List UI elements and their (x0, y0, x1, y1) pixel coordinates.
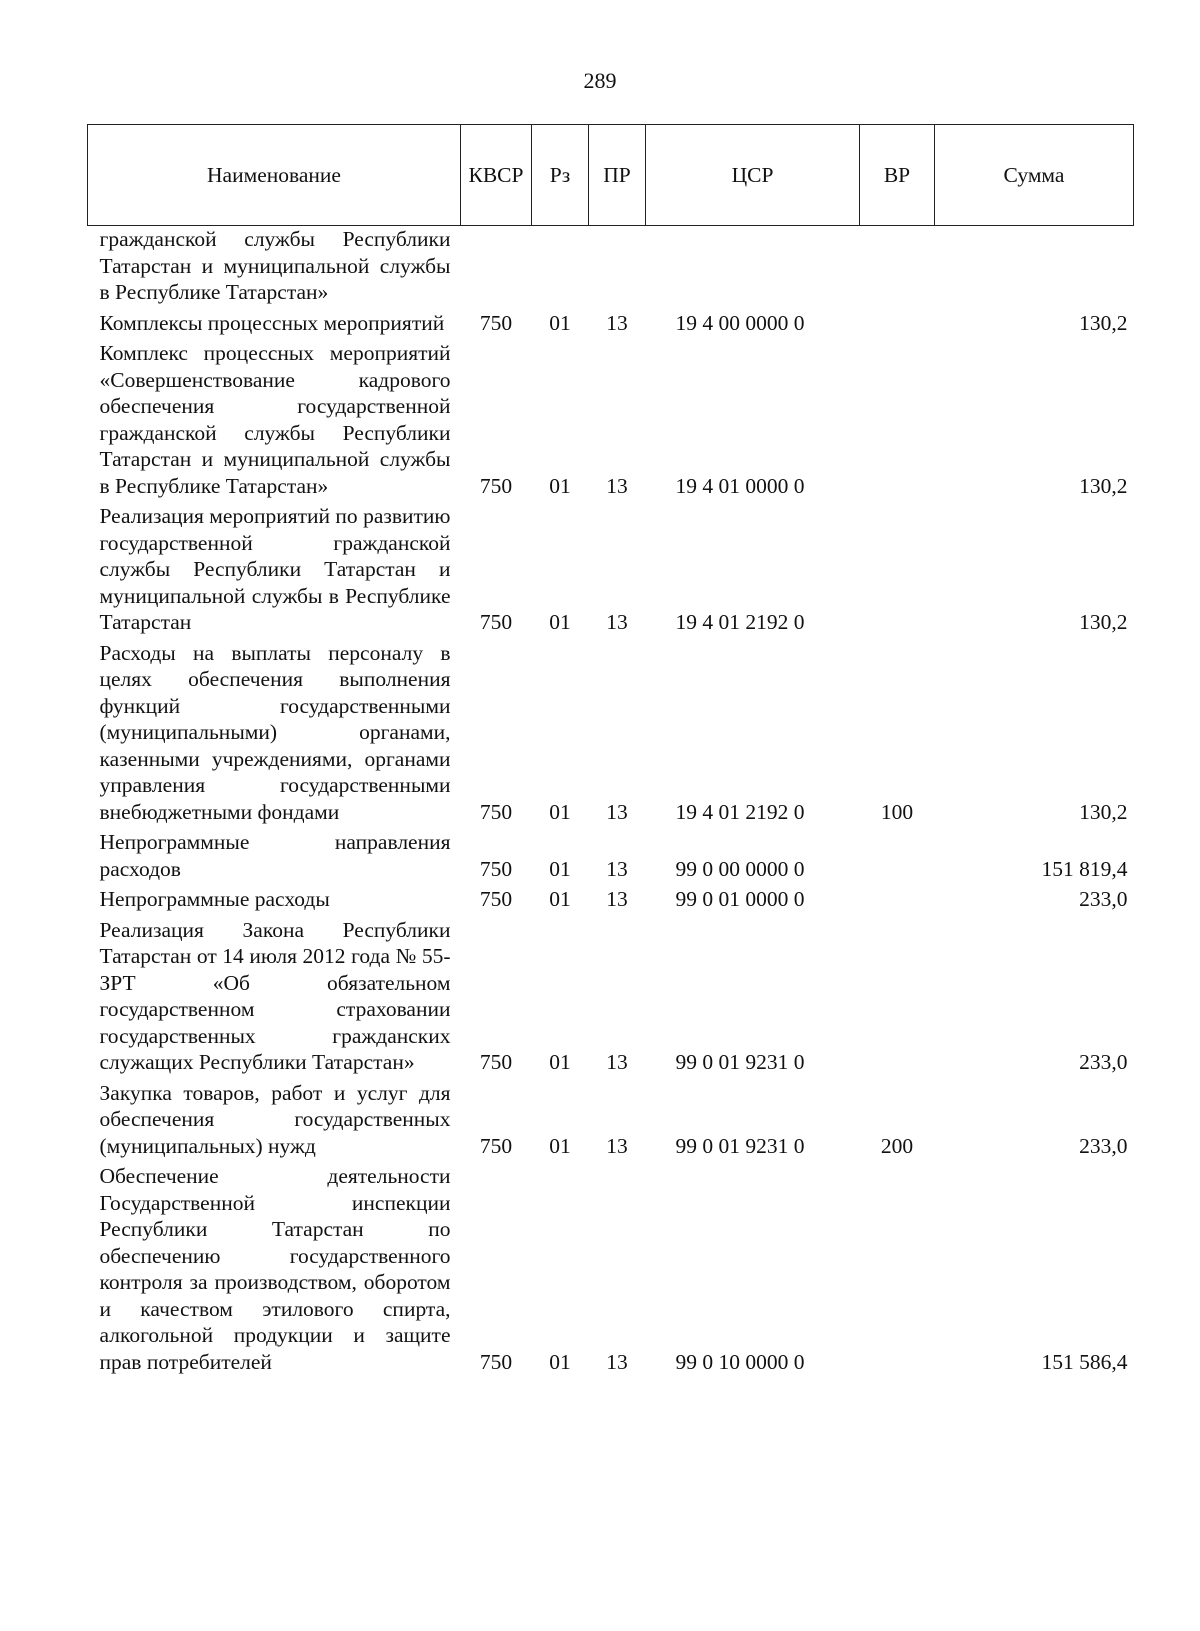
row-csr (646, 226, 860, 310)
row-name: Закупка товаров, работ и услуг для обеспечения государственных (муниципальных) нужд (99, 1080, 451, 1158)
table-row (88, 1080, 1134, 1164)
row-vr: 100 (880, 799, 914, 824)
row-name: Расходы на выплаты персоналу в целях обеспечения выполнения функций государственными (муниципальными) органами, казенными учреждениями, органами управления государственными внебюджетными фондами (99, 640, 451, 824)
table-row (88, 1163, 1134, 1379)
row-pr: 13 (606, 1050, 628, 1074)
row-kvsr: 750 (479, 1349, 513, 1374)
table-row (88, 917, 1134, 1080)
row-pr: 13 (606, 1349, 628, 1374)
row-rz (532, 226, 589, 310)
row-rz: 01 (549, 610, 571, 634)
row-sum (935, 226, 1134, 310)
row-sum: 151 586,4 (1041, 1349, 1128, 1374)
column-header-pr: ПР (589, 125, 646, 226)
row-name: Обеспечение деятельности Государственной инспекции Республики Татарстан по обеспечению государственного контроля за производством, оборотом и качеством этилового спирта, алкогольной продукции и защите прав потребителей (99, 1164, 451, 1374)
row-sum: 130,2 (1079, 799, 1128, 824)
table-row (88, 340, 1134, 503)
row-vr (860, 917, 935, 1080)
row-vr (860, 226, 935, 310)
row-pr: 13 (606, 799, 628, 824)
row-pr: 13 (606, 856, 628, 881)
column-header-kvsr: КВСР (461, 125, 532, 226)
row-kvsr: 750 (479, 473, 513, 498)
row-name: гражданской службы Республики Татарстан и муниципальной службы в Республике Татарстан» (99, 227, 451, 304)
row-kvsr: 750 (479, 1133, 513, 1158)
row-sum: 130,2 (1079, 473, 1128, 498)
row-pr: 13 (606, 610, 628, 634)
table-row (88, 503, 1134, 640)
table-row (88, 226, 1134, 310)
row-name: Комплексы процессных мероприятий (99, 310, 445, 335)
column-header-vr: ВР (860, 125, 935, 226)
row-kvsr: 750 (479, 310, 513, 335)
row-vr (860, 310, 935, 341)
row-csr: 99 0 01 0000 0 (675, 887, 805, 911)
budget-table (87, 124, 1134, 1379)
row-vr (860, 503, 935, 640)
row-name: Непрограммные направления расходов (99, 830, 451, 881)
page-number: 289 (583, 68, 617, 93)
row-vr (860, 829, 935, 886)
table-row (88, 829, 1134, 886)
row-sum: 233,0 (1079, 1133, 1128, 1158)
row-csr: 19 4 01 2192 0 (675, 610, 805, 634)
header-row (88, 125, 1134, 226)
row-csr: 99 0 01 9231 0 (675, 1133, 805, 1158)
row-pr: 13 (606, 473, 628, 498)
table-row (88, 640, 1134, 830)
row-csr: 99 0 01 9231 0 (675, 1050, 805, 1074)
row-rz: 01 (549, 799, 571, 824)
row-pr (589, 226, 646, 310)
column-header-name: Наименование (88, 125, 461, 226)
row-name: Реализация Закона Республики Татарстан от 14 июля 2012 года № 55-ЗРТ «Об обязательном государственном страховании государственных гражданских служащих Республики Татарстан» (99, 917, 451, 1074)
row-kvsr: 750 (479, 1050, 513, 1074)
row-name: Комплекс процессных мероприятий «Совершенствование кадрового обеспечения государственной гражданской службы Республики Татарстан и муниципальной службы в Республике Татарстан» (99, 341, 451, 498)
row-csr: 19 4 00 0000 0 (675, 310, 805, 335)
row-name: Реализация мероприятий по развитию государственной гражданской службы Республики Татарстан и муниципальной службы в Республике Татарстан (99, 504, 451, 634)
column-header-rz: Рз (532, 125, 589, 226)
row-sum: 233,0 (1079, 887, 1128, 911)
row-name: Непрограммные расходы (99, 887, 330, 911)
table-row (88, 886, 1134, 917)
row-sum: 151 819,4 (1041, 856, 1128, 881)
row-vr (860, 886, 935, 917)
row-rz: 01 (549, 310, 571, 335)
row-csr: 19 4 01 0000 0 (675, 473, 805, 498)
table-body (88, 226, 1134, 1380)
row-rz: 01 (549, 1349, 571, 1374)
row-kvsr: 750 (479, 799, 513, 824)
row-kvsr (461, 226, 532, 310)
column-header-sum: Сумма (935, 125, 1134, 226)
row-vr (860, 1163, 935, 1379)
row-rz: 01 (549, 1050, 571, 1074)
row-pr: 13 (606, 887, 628, 911)
table-row (88, 310, 1134, 341)
row-rz: 01 (549, 856, 571, 881)
row-sum: 130,2 (1079, 310, 1128, 335)
row-sum: 233,0 (1079, 1050, 1128, 1074)
row-rz: 01 (549, 473, 571, 498)
row-kvsr: 750 (479, 856, 513, 881)
row-vr: 200 (880, 1133, 914, 1158)
row-kvsr: 750 (479, 610, 513, 634)
row-pr: 13 (606, 310, 628, 335)
row-vr (860, 340, 935, 503)
row-kvsr: 750 (479, 887, 513, 911)
row-pr: 13 (606, 1133, 628, 1158)
row-csr: 19 4 01 2192 0 (675, 799, 805, 824)
row-rz: 01 (549, 887, 571, 911)
row-rz: 01 (549, 1133, 571, 1158)
row-sum: 130,2 (1079, 610, 1128, 634)
row-csr: 99 0 10 0000 0 (675, 1349, 805, 1374)
column-header-csr: ЦСР (646, 125, 860, 226)
row-csr: 99 0 00 0000 0 (675, 856, 805, 881)
table-header (88, 125, 1134, 226)
